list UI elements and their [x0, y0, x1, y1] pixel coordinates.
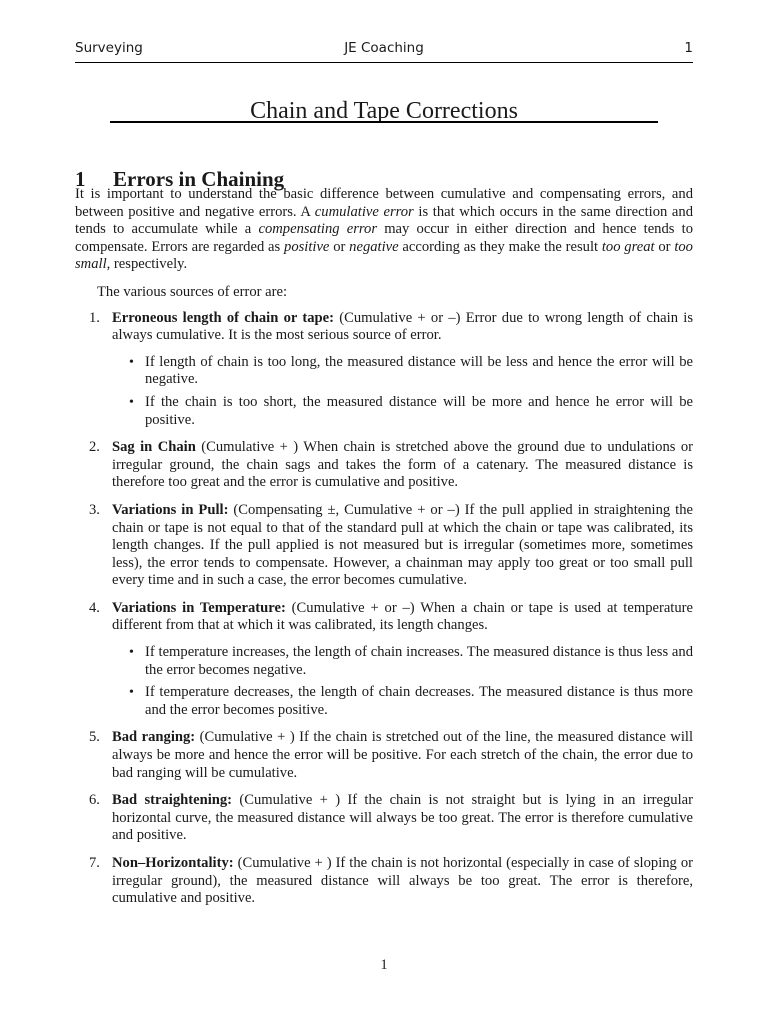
list-item: [75, 792, 693, 845]
list-item-number: 1.: [89, 309, 100, 326]
list-item-text: (Cumulative + ) If the chain is stretched out of the line, the measured distance will always be more and hence the error will be positive. For each stretch of the chain, the error due to bad ranging will be cumulative.: [112, 729, 694, 781]
intro-paragraph: It is important to understand the basic difference between cumulative and compensating errors, and between positive and negative errors. A cumulative error is that which occurs in the same direction and tends to accumulate while a compensating error may occur in either direction and hence tends to compensate. Errors are regarded as positive or negative according as they make the result too great or too small, respectively.: [75, 186, 694, 273]
bullet-item: • If length of chain is too long, the measured distance will be less and hence the error will be negative.: [129, 353, 693, 388]
list-item-number: 5.: [89, 729, 100, 746]
sub-bullets: [112, 644, 693, 719]
running-header: [75, 40, 693, 63]
list-item-term: Variations in Pull:: [112, 501, 229, 518]
term-negative: negative: [349, 238, 399, 255]
bullet-icon: •: [129, 685, 134, 701]
term-positive: positive: [284, 238, 330, 255]
main-content: [75, 186, 693, 918]
list-item-text: (Cumulative + ) When chain is stretched above the ground due to undulations or irregular ground, the chain sags and takes the form of a catenary. The measured distance is therefore too great and the error is cumulative and positive.: [112, 439, 693, 491]
list-item-term: Sag in Chain: [112, 439, 196, 456]
footer-page-number: 1: [380, 957, 388, 973]
error-sources-list: [75, 310, 693, 908]
bullet-item: • If temperature decreases, the length of chain decreases. The measured distance is thus more and the error becomes positive.: [129, 684, 693, 718]
list-item-term: Bad ranging:: [112, 729, 196, 746]
list-item-number: 6.: [89, 792, 100, 809]
list-item-term: Variations in Temperature:: [112, 599, 286, 616]
list-item-number: 4.: [89, 599, 100, 616]
section-number: 1: [75, 167, 86, 192]
list-item: [75, 729, 693, 782]
section-title: Errors in Chaining: [113, 167, 285, 192]
list-item-number: 3.: [89, 501, 100, 518]
list-item: [75, 310, 693, 430]
sources-intro: The various sources of error are:: [97, 283, 288, 300]
title-rule: [110, 121, 658, 123]
list-item: [75, 502, 693, 590]
list-item: [75, 855, 693, 908]
list-item-number: 7.: [89, 855, 100, 871]
list-item-number: 2.: [89, 439, 100, 456]
bullet-item: • If temperature increases, the length of chain increases. The measured distance is thus less and the error becomes negative.: [129, 644, 693, 678]
bullet-item: • If the chain is too short, the measured distance will be more and hence he error will be positive.: [129, 393, 693, 428]
term-cumulative-error: cumulative error: [314, 203, 414, 220]
sub-bullets: [112, 354, 693, 429]
list-item-term: Erroneous length of chain or tape:: [112, 309, 334, 326]
list-item-text: (Cumulative + or –) When a chain or tape is used at temperature different from that at which it was calibrated, its length changes.: [112, 599, 693, 634]
list-item-text: (Cumulative + or –) Error due to wrong length of chain is always cumulative. It is the most serious source of error.: [112, 309, 693, 344]
bullet-icon: •: [129, 645, 134, 661]
list-item-text: (Cumulative + ) If the chain is not horizontal (especially in case of sloping or irregular ground), the measured distance will always be too great. The error is therefore, cumulative and positive.: [112, 855, 693, 907]
term-too-great: too great: [601, 238, 655, 255]
list-item-term: Non–Horizontality:: [112, 855, 234, 871]
list-item-text: (Cumulative + ) If the chain is not straight but is lying in an irregular horizontal curve, the measured distance will always be too great. The error is therefore cumulative and positive.: [112, 792, 693, 844]
list-item-term: Bad straightening:: [112, 792, 233, 809]
term-too-small: too small: [75, 238, 693, 273]
header-subject: Surveying: [75, 40, 143, 56]
list-item: [75, 439, 693, 492]
term-compensating-error: compensating error: [258, 221, 378, 238]
header-page-number: 1: [684, 40, 693, 56]
bullet-icon: •: [129, 394, 134, 410]
document-title: Chain and Tape Corrections: [250, 98, 518, 125]
list-item-text: (Compensating ±, Cumulative + or –) If the pull applied in straightening the chain or tape is not equal to that of the standard pull at which the chain or tape was calibrated, its length changes. If the pull applied is not measured but is irregular (sometimes more, sometimes less), the error tends to compensate. However, a chainman may apply too great or too small pull every time and in such a case, the error becomes cumulative.: [112, 501, 693, 589]
bullet-icon: •: [129, 354, 134, 370]
list-item: [75, 600, 693, 720]
header-publisher: JE Coaching: [344, 40, 424, 56]
